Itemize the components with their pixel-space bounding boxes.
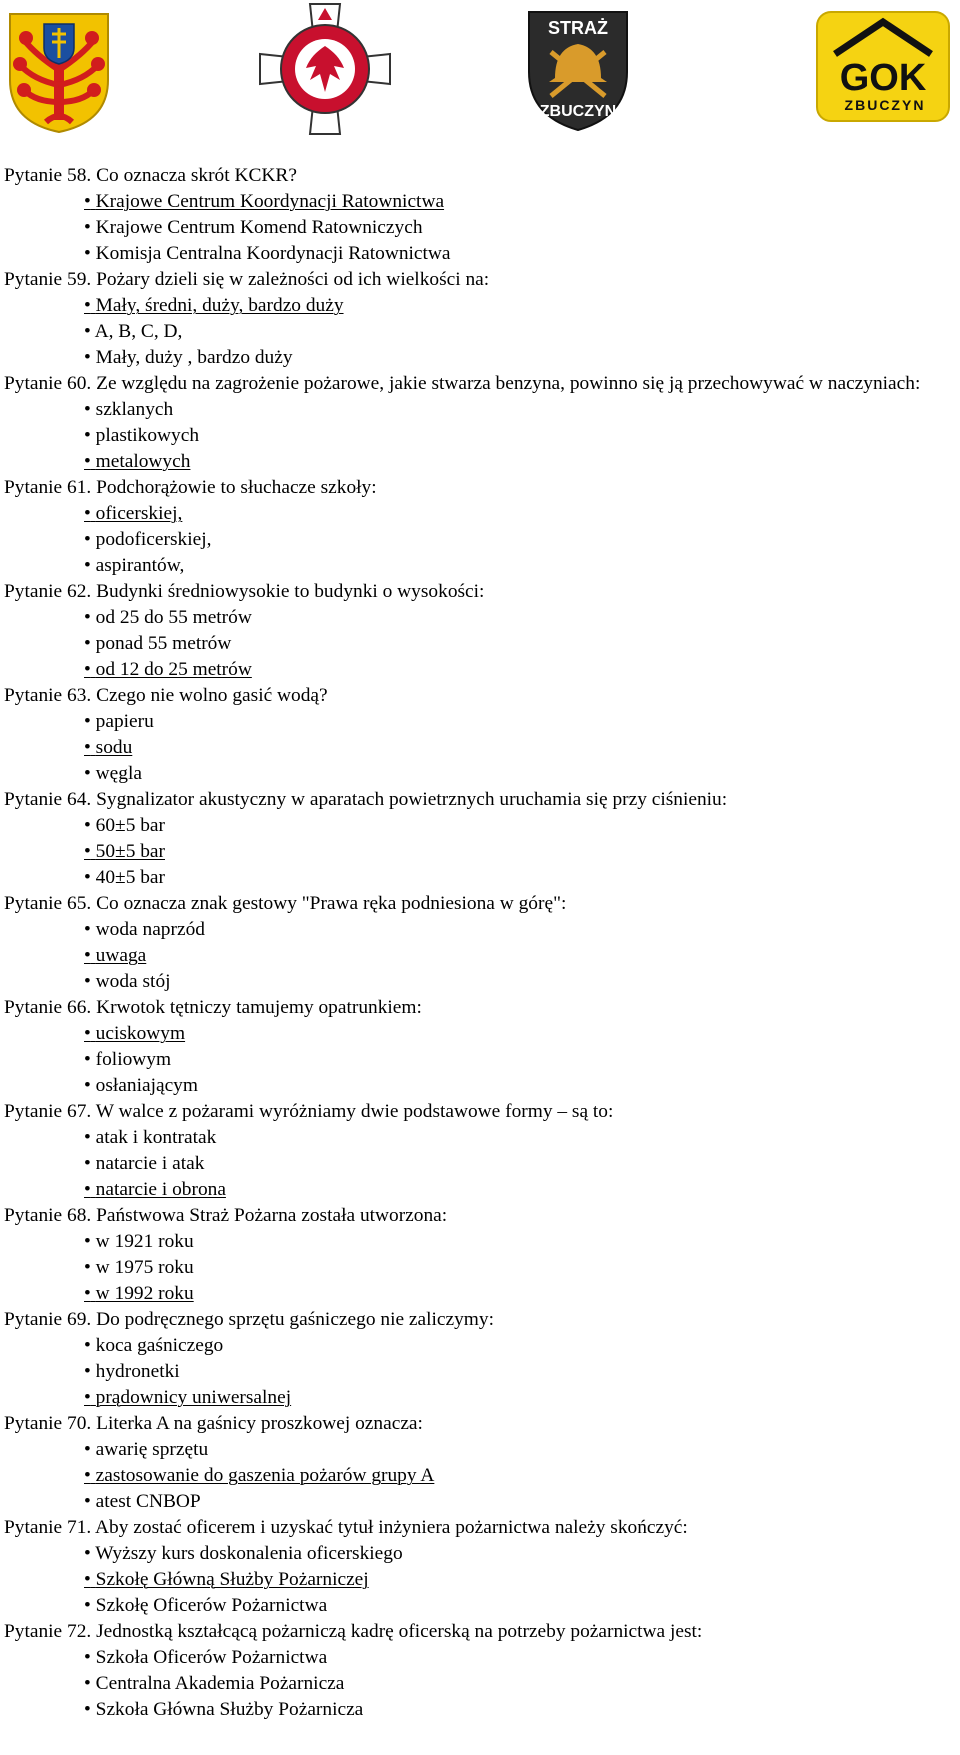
bullet-icon: •	[84, 763, 91, 784]
answer-option-correct	[4, 1177, 954, 1203]
answer-option	[4, 1541, 954, 1567]
answer-text: awarię sprzętu	[95, 1439, 209, 1460]
answer-option	[4, 1359, 954, 1385]
answer-option	[4, 631, 954, 657]
bullet-icon: •	[84, 191, 91, 212]
answer-option-correct	[4, 1021, 954, 1047]
answer-option	[4, 605, 954, 631]
question-text: Pytanie 59. Pożary dzieli się w zależności od ich wielkości na:	[4, 269, 490, 290]
answer-text: w 1921 roku	[95, 1231, 194, 1252]
gok-zbuczyn-logo-icon	[815, 10, 951, 123]
answer-text: Centralna Akademia Pożarnicza	[95, 1673, 345, 1694]
answer-option	[4, 1489, 954, 1515]
answer-text: w 1992 roku	[95, 1283, 194, 1304]
answer-option	[4, 709, 954, 735]
answer-option	[4, 1671, 954, 1697]
answer-text: Krajowe Centrum Komend Ratowniczych	[95, 217, 423, 238]
bullet-icon: •	[84, 1179, 91, 1200]
bullet-icon: •	[84, 1699, 91, 1720]
bullet-icon: •	[84, 919, 91, 940]
bullet-icon: •	[84, 1569, 91, 1590]
bullet-icon: •	[84, 295, 91, 316]
bullet-icon: •	[84, 1153, 91, 1174]
answer-text: uciskowym	[95, 1023, 186, 1044]
answer-option-correct	[4, 293, 954, 319]
answer-option	[4, 813, 954, 839]
bullet-icon: •	[84, 633, 91, 654]
answer-text: Mały, średni, duży, bardzo duży	[95, 295, 344, 316]
bullet-icon: •	[84, 1361, 91, 1382]
answer-text: Szkołę Oficerów Pożarnictwa	[95, 1595, 328, 1616]
answer-option	[4, 553, 954, 579]
answer-text: metalowych	[95, 451, 191, 472]
answer-option	[4, 1255, 954, 1281]
question-text: Pytanie 66. Krwotok tętniczy tamujemy opatrunkiem:	[4, 997, 422, 1018]
answer-option	[4, 397, 954, 423]
bullet-icon: •	[84, 841, 91, 862]
question-text: Pytanie 65. Co oznacza znak gestowy "Prawa ręka podniesiona w górę":	[4, 893, 567, 914]
answer-text: woda naprzód	[95, 919, 205, 940]
answer-option	[4, 1125, 954, 1151]
bullet-icon: •	[84, 607, 91, 628]
answer-text: Komisja Centralna Koordynacji Ratownictwa	[95, 243, 451, 264]
answer-option	[4, 241, 954, 267]
answer-option-correct	[4, 657, 954, 683]
answer-option-correct	[4, 449, 954, 475]
bullet-icon: •	[84, 1647, 91, 1668]
answer-option	[4, 1645, 954, 1671]
answer-text: papieru	[95, 711, 154, 732]
answer-text: w 1975 roku	[95, 1257, 194, 1278]
bullet-icon: •	[84, 815, 91, 836]
answer-text: A, B, C, D,	[94, 321, 183, 342]
bullet-icon: •	[84, 1075, 91, 1096]
answer-text: woda stój	[95, 971, 171, 992]
answer-text: sodu	[95, 737, 133, 758]
answer-text: ponad 55 metrów	[95, 633, 232, 654]
answer-text: prądownicy uniwersalnej	[95, 1387, 292, 1408]
answer-option-correct	[4, 1463, 954, 1489]
answer-text: oficerskiej,	[95, 503, 183, 524]
bullet-icon: •	[84, 321, 91, 342]
answer-text: atak i kontratak	[95, 1127, 217, 1148]
bullet-icon: •	[84, 1439, 91, 1460]
straz-zbuczyn-emblem-icon	[525, 8, 631, 132]
bullet-icon: •	[84, 1283, 91, 1304]
answer-option	[4, 865, 954, 891]
bullet-icon: •	[84, 1049, 91, 1070]
answer-option	[4, 1073, 954, 1099]
answer-option	[4, 969, 954, 995]
bullet-icon: •	[84, 1543, 91, 1564]
gmina-coat-of-arms-icon	[6, 10, 112, 136]
answer-text: 50±5 bar	[95, 841, 165, 862]
question-text: Pytanie 68. Państwowa Straż Pożarna została utworzona:	[4, 1205, 448, 1226]
answer-text: koca gaśniczego	[95, 1335, 224, 1356]
bullet-icon: •	[84, 1231, 91, 1252]
bullet-icon: •	[84, 1673, 91, 1694]
answer-option	[4, 1229, 954, 1255]
answer-option	[4, 1333, 954, 1359]
bullet-icon: •	[84, 659, 91, 680]
question-text: Pytanie 72. Jednostką kształcącą pożarniczą kadrę oficerską na potrzeby pożarnictwa jest:	[4, 1621, 703, 1642]
answer-option	[4, 423, 954, 449]
bullet-icon: •	[84, 529, 91, 550]
answer-option-correct	[4, 1567, 954, 1593]
answer-option	[4, 319, 954, 345]
answer-text: Krajowe Centrum Koordynacji Ratownictwa	[95, 191, 445, 212]
answer-text: węgla	[95, 763, 142, 784]
answer-text: Wyższy kurs doskonalenia oficerskiego	[95, 1543, 403, 1564]
answer-option-correct	[4, 839, 954, 865]
answer-option	[4, 1047, 954, 1073]
answer-text: 40±5 bar	[95, 867, 165, 888]
gok-zbuczyn-logo-text: ZBUCZYN	[844, 97, 926, 113]
answer-option-correct	[4, 1281, 954, 1307]
bullet-icon: •	[84, 1127, 91, 1148]
answer-option	[4, 1437, 954, 1463]
bullet-icon: •	[84, 1023, 91, 1044]
answer-text: osłaniającym	[95, 1075, 198, 1096]
bullet-icon: •	[84, 1387, 91, 1408]
answer-option	[4, 917, 954, 943]
bullet-icon: •	[84, 555, 91, 576]
answer-text: hydronetki	[95, 1361, 180, 1382]
answer-text: podoficerskiej,	[95, 529, 212, 550]
answer-option	[4, 1593, 954, 1619]
bullet-icon: •	[84, 425, 91, 446]
answer-text: Mały, duży , bardzo duży	[95, 347, 293, 368]
bullet-icon: •	[84, 1335, 91, 1356]
answer-option-correct	[4, 189, 954, 215]
bullet-icon: •	[84, 737, 91, 758]
bullet-icon: •	[84, 399, 91, 420]
question-text: Pytanie 64. Sygnalizator akustyczny w aparatach powietrznych uruchamia się przy ciśnieniu:	[4, 789, 728, 810]
answer-text: foliowym	[95, 1049, 172, 1070]
question-text: Pytanie 62. Budynki średniowysokie to budynki o wysokości:	[4, 581, 485, 602]
zbuczyn-logo-text: ZBUCZYN	[539, 103, 617, 120]
answer-text: atest CNBOP	[95, 1491, 201, 1512]
bullet-icon: •	[84, 711, 91, 732]
question-text: Pytanie 58. Co oznacza skrót KCKR?	[4, 165, 297, 186]
question-text: Pytanie 71. Aby zostać oficerem i uzyskać tytuł inżyniera pożarnictwa należy skończyć:	[4, 1517, 688, 1538]
straz-logo-text: STRAŻ	[548, 18, 608, 38]
answer-option	[4, 527, 954, 553]
question-text: Pytanie 69. Do podręcznego sprzętu gaśniczego nie zaliczymy:	[4, 1309, 494, 1330]
bullet-icon: •	[84, 503, 91, 524]
answer-text: natarcie i atak	[95, 1153, 205, 1174]
bullet-icon: •	[84, 217, 91, 238]
answer-option-correct	[4, 1385, 954, 1411]
answer-text: Szkołę Główną Służby Pożarniczej	[95, 1569, 369, 1590]
answer-option	[4, 345, 954, 371]
bullet-icon: •	[84, 945, 91, 966]
answer-option	[4, 761, 954, 787]
answer-text: zastosowanie do gaszenia pożarów grupy A	[95, 1465, 435, 1486]
bullet-icon: •	[84, 243, 91, 264]
bullet-icon: •	[84, 1257, 91, 1278]
answer-option-correct	[4, 501, 954, 527]
bullet-icon: •	[84, 1465, 91, 1486]
bullet-icon: •	[84, 451, 91, 472]
bullet-icon: •	[84, 867, 91, 888]
answer-text: od 25 do 55 metrów	[95, 607, 252, 628]
question-list	[4, 163, 954, 1723]
osp-union-emblem-icon	[258, 2, 392, 136]
answer-text: od 12 do 25 metrów	[95, 659, 252, 680]
logo-header	[0, 0, 960, 140]
question-text: Pytanie 70. Literka A na gaśnicy proszkowej oznacza:	[4, 1413, 423, 1434]
question-text: Pytanie 60. Ze względu na zagrożenie pożarowe, jakie stwarza benzyna, powinno się ją przechowywać w naczyniach:	[4, 373, 921, 394]
answer-text: 60±5 bar	[95, 815, 165, 836]
question-text: Pytanie 67. W walce z pożarami wyróżniamy dwie podstawowe formy – są to:	[4, 1101, 614, 1122]
question-text: Pytanie 63. Czego nie wolno gasić wodą?	[4, 685, 328, 706]
answer-text: uwaga	[95, 945, 147, 966]
answer-option-correct	[4, 735, 954, 761]
answer-option	[4, 215, 954, 241]
answer-option	[4, 1697, 954, 1723]
answer-text: plastikowych	[95, 425, 200, 446]
gok-logo-text: GOK	[839, 57, 927, 99]
bullet-icon: •	[84, 1491, 91, 1512]
answer-text: szklanych	[95, 399, 174, 420]
answer-text: Szkoła Oficerów Pożarnictwa	[95, 1647, 328, 1668]
question-text: Pytanie 61. Podchorążowie to słuchacze szkoły:	[4, 477, 377, 498]
answer-text: natarcie i obrona	[95, 1179, 226, 1200]
answer-text: aspirantów,	[95, 555, 185, 576]
bullet-icon: •	[84, 347, 91, 368]
answer-option-correct	[4, 943, 954, 969]
bullet-icon: •	[84, 1595, 91, 1616]
bullet-icon: •	[84, 971, 91, 992]
answer-text: Szkoła Główna Służby Pożarnicza	[95, 1699, 364, 1720]
answer-option	[4, 1151, 954, 1177]
